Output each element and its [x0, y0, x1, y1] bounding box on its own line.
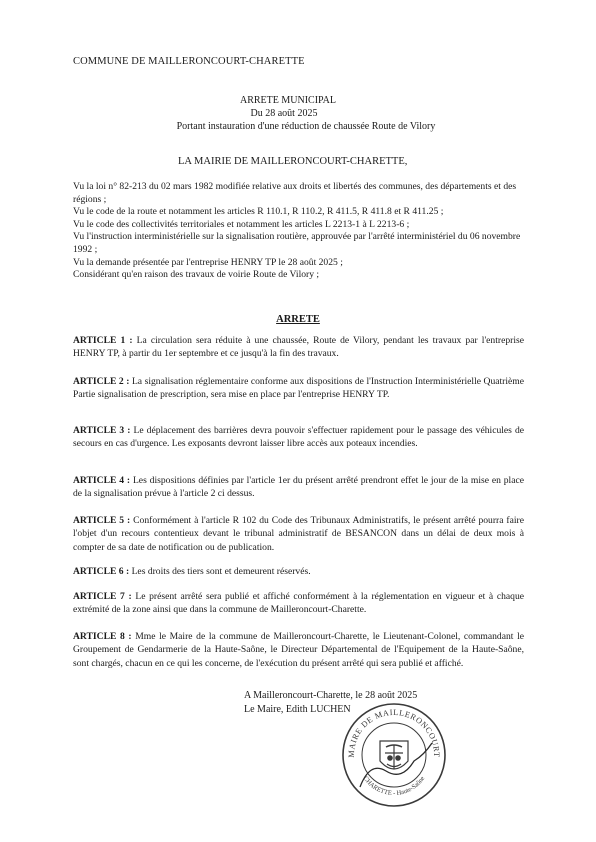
article-7: [73, 590, 524, 617]
article-text: Conformément à l'article R 102 du Code des Tribunaux Administratifs, le présent arrêté pourra faire l'objet d'un recours contentieux devant le tribunal administratif de BESANCON dans un délai de deux mois à compter de sa date de notification ou de publication.: [73, 515, 524, 553]
article-label: ARTICLE 8 :: [73, 631, 132, 642]
article-text: Les dispositions définies par l'article 1er du présent arrêté prendront effet le jour de la mise en place de la signalisation prévue à l'article 2 ci dessus.: [73, 475, 524, 500]
visa-item: Vu le code de la route et notamment les articles R 110.1, R 110.2, R 411.5, R 411.8 et R 411.25 ;: [73, 206, 444, 218]
article-8: [73, 630, 524, 670]
signature-signer: Le Maire, Edith LUCHEN: [244, 704, 351, 715]
article-5: [73, 514, 524, 554]
visa-item: Vu la demande présentée par l'entreprise HENRY TP le 28 août 2025 ;: [73, 256, 343, 268]
article-text: Mme le Maire de la commune de Mailleroncourt-Charette, le Lieutenant-Colonel, commandant le Groupement de Gendarmerie de la Haute-Saône, le Directeur Départemental de l'Equipement de la Haute-Saône, sont chargés, chacun en ce qui les concerne, de l'exécution du présent arrêté qui sera publié et affiché.: [73, 631, 524, 669]
arrete-date: Du 28 août 2025: [250, 108, 318, 119]
article-text: Les droits des tiers sont et demeurent réservés.: [129, 566, 311, 577]
article-label: ARTICLE 2 :: [73, 376, 130, 387]
article-label: ARTICLE 3 :: [73, 425, 131, 436]
article-text: La signalisation réglementaire conforme aux dispositions de l'Instruction Interministérielle Quatrième Partie signalisation de prescription, sera mise en place par l'entreprise HENRY TP.: [73, 376, 525, 401]
mairie-seal: [340, 701, 448, 809]
arrete-municipal-title: ARRETE MUNICIPAL: [239, 95, 337, 106]
article-1: [73, 334, 524, 361]
arrete-section-title: ARRETE: [276, 314, 320, 325]
seal-bottom-text: CHARETTE - Haute-Saône: [361, 775, 427, 798]
article-4: [73, 474, 524, 501]
commune-heading: COMMUNE DE MAILLERONCOURT-CHARETTE: [73, 56, 305, 67]
article-2: [73, 375, 524, 402]
article-label: ARTICLE 5 :: [73, 515, 131, 526]
signature-place-date: A Mailleroncourt-Charette, le 28 août 2025: [244, 690, 418, 701]
article-label: ARTICLE 7 :: [73, 591, 132, 602]
article-text: Le présent arrêté sera publié et affiché conformément à la réglementation en vigueur et à chaque extrémité de la zone ainsi que dans la commune de Mailleroncourt-Charette.: [73, 591, 524, 616]
article-text: Le déplacement des barrières devra pouvoir s'effectuer rapidement pour le passage des véhicules de secours en cas d'urgence. Les exposants devront laisser libre accès aux poteaux incendies.: [73, 425, 524, 450]
article-label: ARTICLE 6 :: [73, 566, 130, 577]
article-label: ARTICLE 4 :: [73, 475, 131, 486]
arrete-object: Portant instauration d'une réduction de chaussée Route de Vilory: [176, 121, 436, 132]
svg-text:CHARETTE - Haute-Saône: [362, 775, 427, 797]
visa-item: Considérant qu'en raison des travaux de voirie Route de Vilory ;: [73, 269, 320, 281]
mairie-line: LA MAIRIE DE MAILLERONCOURT-CHARETTE,: [178, 156, 408, 167]
seal-emblem-icon: [380, 741, 408, 769]
seal-stamp-icon: [340, 701, 448, 809]
article-text: La circulation sera réduite à une chaussée, Route de Vilory, pendant les travaux par l'entreprise HENRY TP, à partir du 1er septembre et ce jusqu'à la fin des travaux.: [73, 335, 524, 360]
article-3: [73, 424, 524, 451]
visa-item: Vu l'instruction interministérielle sur la signalisation routière, approuvée par l'arrêté interministériel du 06 novembre 1992 ;: [73, 231, 521, 255]
article-label: ARTICLE 1 :: [73, 335, 133, 346]
visa-item: Vu le code des collectivités territoriales et notamment les articles L 2213-1 à L 2213-6 ;: [73, 218, 410, 230]
visas-block: [73, 181, 528, 282]
seal-top-text: MAIRE DE MAILLERONCOURT: [346, 707, 442, 758]
visa-item: Vu la loi n° 82-213 du 02 mars 1982 modifiée relative aux droits et libertés des communes, des départements et des régions ;: [73, 181, 517, 205]
article-6: [73, 565, 524, 578]
